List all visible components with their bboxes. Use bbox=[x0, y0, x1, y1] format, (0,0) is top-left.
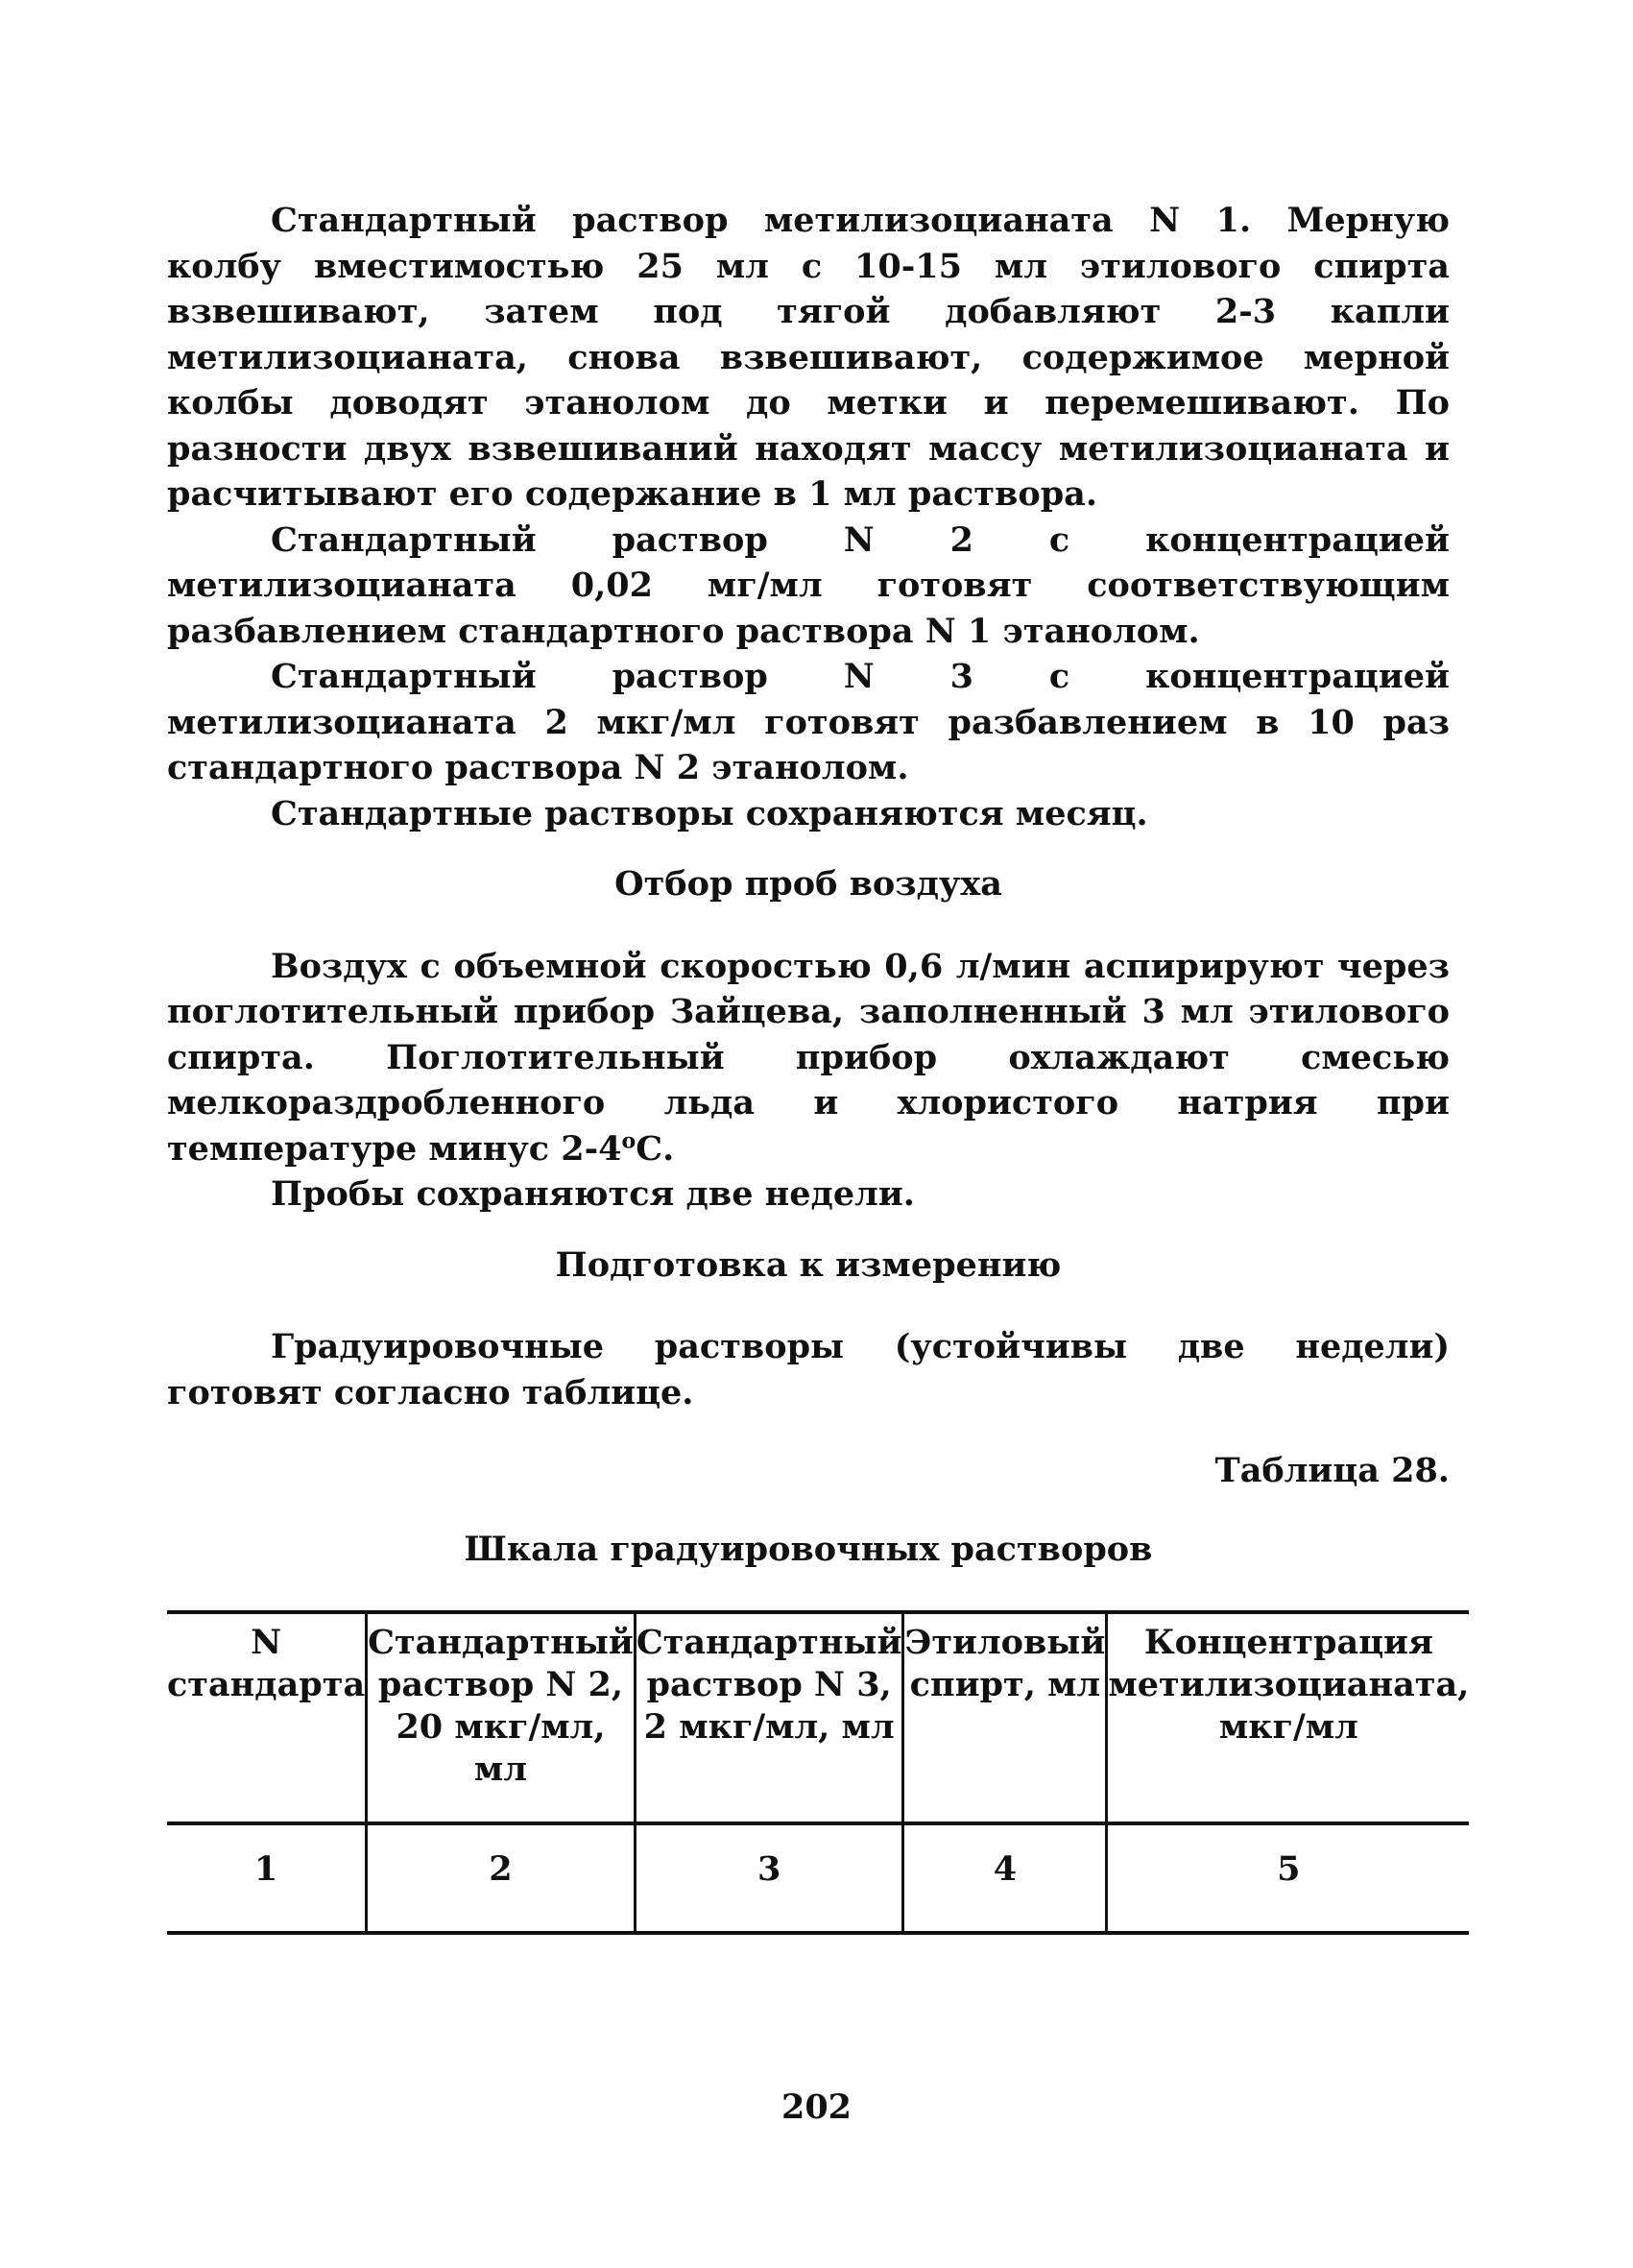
paragraph-standard-solution-1: Стандартный раствор метилизоцианата N 1. Мерную колбу вместимостью 25 мл с 10-15 мл этилового спирта взвешивают, затем под тягой добавляют 2-3 капли метилизоцианата, снова взвешивают, содержимое мерной колбы доводят этанолом до метки и перемешивают. По разности двух взвешиваний находят массу метилизоцианата и расчитывают его содержание в 1 мл раствора. bbox=[167, 201, 1450, 514]
table-cell: 4 bbox=[903, 1823, 1107, 1933]
paragraph-calibration-prep: Градуировочные растворы (устойчивы две недели) готовят согласно таблице. bbox=[167, 1327, 1450, 1412]
paragraph-air-sampling bbox=[167, 944, 1450, 1172]
air-sampling-unit: С. bbox=[636, 1128, 675, 1169]
section-heading-sampling: Отбор проб воздуха bbox=[614, 864, 1002, 904]
page-content bbox=[167, 198, 1470, 1935]
column-header-standard-solution-3: Стандартный раствор N 3, 2 мкг/мл, мл bbox=[635, 1612, 903, 1823]
paragraph-storage-note: Стандартные растворы сохраняются месяц. bbox=[271, 793, 1148, 833]
table-header-row bbox=[167, 1612, 1469, 1823]
table-label: Таблица 28. bbox=[1214, 1451, 1450, 1490]
column-header-standard-solution-2: Стандартный раствор N 2, 20 мкг/мл, мл bbox=[367, 1612, 636, 1823]
column-header-ethyl-alcohol: Этиловый спирт, мл bbox=[903, 1612, 1107, 1823]
paragraph-sample-storage: Пробы сохраняются две недели. bbox=[271, 1174, 915, 1214]
table-cell: 1 bbox=[253, 1849, 278, 1889]
degree-superscript: о bbox=[621, 1127, 636, 1153]
column-header-standard-number: N стандарта bbox=[167, 1623, 366, 1704]
air-sampling-text: Воздух с объемной скоростью 0,6 л/мин аспирируют через поглотительный прибор Зайцева, заполненный 3 мл этилового спирта. Поглотительный прибор охлаждают смесью мелкораздробленного льда и хлористого натрия при температуре минус 2-4 bbox=[167, 946, 1450, 1169]
paragraph-standard-solution-2: Стандартный раствор N 2 с концентрацией метилизоцианата 0,02 мг/мл готовят соответствующим разбавлением стандартного раствора N 1 этанолом. bbox=[167, 519, 1450, 651]
paragraph-standard-solution-3: Стандартный раствор N 3 с концентрацией метилизоцианата 2 мкг/мл готовят разбавлением в 10 раз стандартного раствора N 2 этанолом. bbox=[167, 657, 1450, 787]
section-heading-preparation: Подготовка к измерению bbox=[555, 1244, 1062, 1285]
column-header-concentration: Концентрация метилизоцианата, мкг/мл bbox=[1107, 1612, 1469, 1823]
calibration-table bbox=[167, 1610, 1469, 1935]
table-title: Шкала градуировочных растворов bbox=[464, 1529, 1153, 1569]
page-number: 202 bbox=[780, 2087, 853, 2127]
table-row bbox=[167, 1823, 1469, 1933]
table-cell: 3 bbox=[635, 1823, 903, 1933]
table-cell: 2 bbox=[367, 1823, 636, 1933]
table-cell: 5 bbox=[1107, 1823, 1469, 1933]
